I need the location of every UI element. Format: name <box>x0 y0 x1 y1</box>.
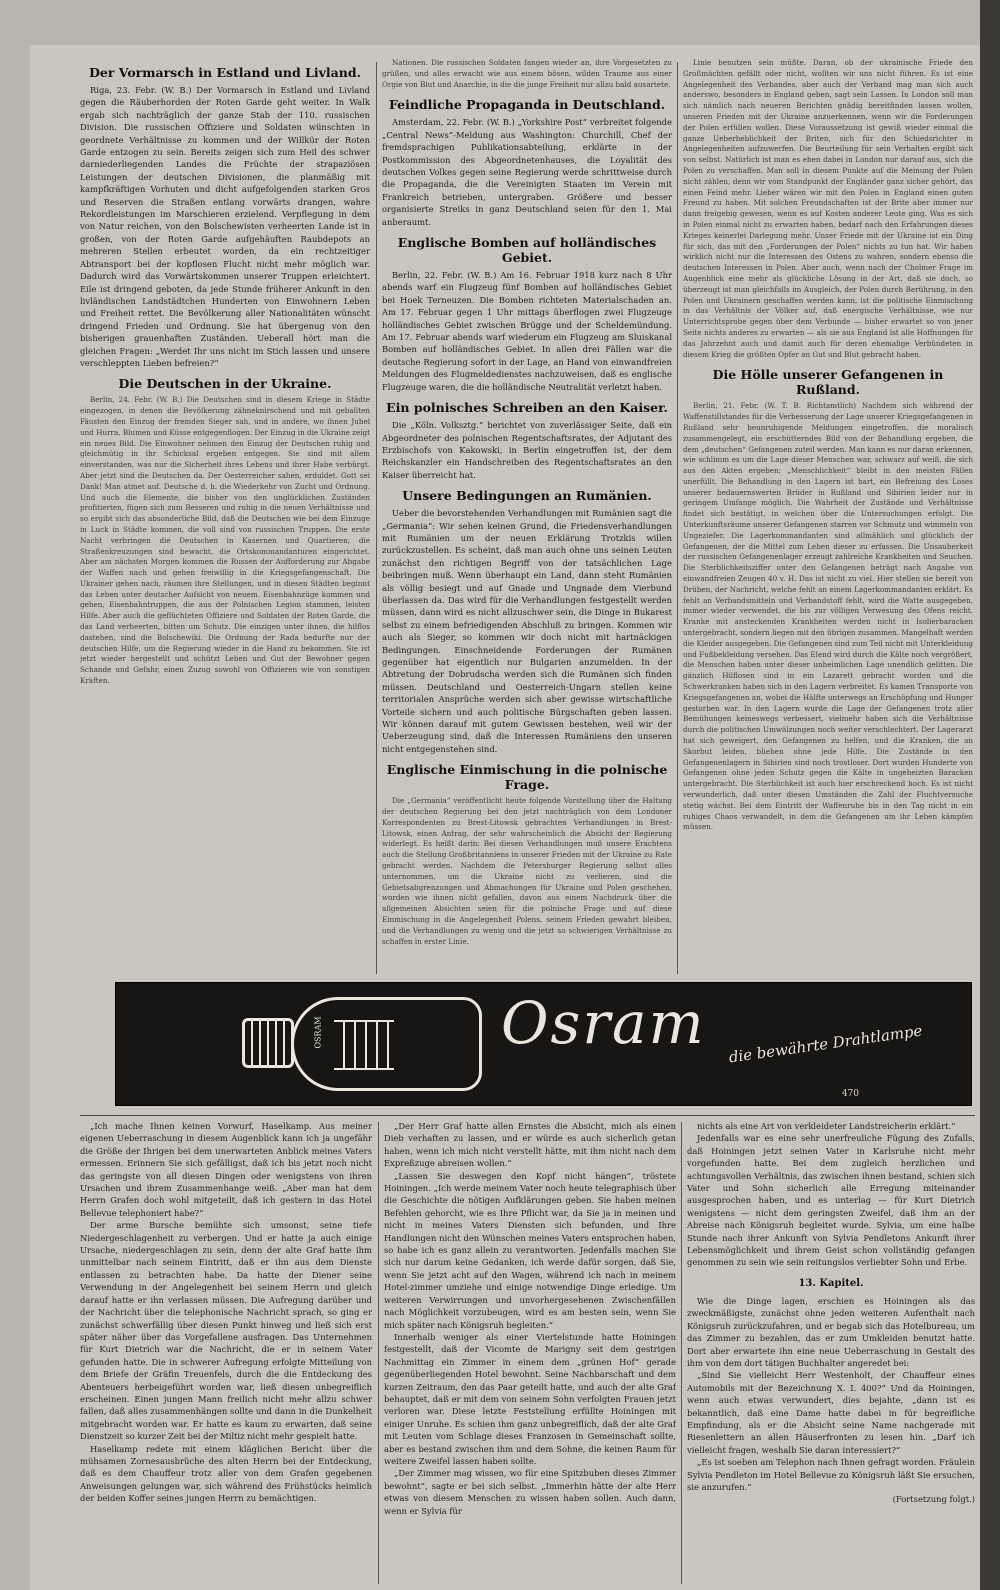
article-continuation: Linie benutzen sein müßte. Daran, ob der ukrainische Friede den Großmächten gefällt oder nicht, wollten wir uns nicht führen. Es ist eine Angelegenheit des Verbandes, aber auch der Verband mag man sich auch anderswo, besonders in England geben, sagt sein Lassen. In London soll man sich nämlich nach neueren Berichten gnädig bereitfinden lassen wollen, unseren Frieden mit der Ukraine anzuerkennen, wenn wir die Forderungen der Polen erfüllen wollen. Diese Voraussetzung ist gewiß wieder einmal die ganze Ueberheblichkeit der Briten, sich für den Schiedsrichter in Angelegenheiten aufzuwerfen. Die Beurteilung für sein Verhalten ergibt sich von selbst. Natürlich ist man es eben dabei in London nur darauf aus, sich die Polen zu verschaffen. Man soll in diesem Punkte auf die Meinung der Polen nicht zählen, denn wir vom Standpunkt der Engländer ganz sicher gehört, das einen Feind mehr. Lieber wären wir mit den Polen in England einen guten Freund zu haben. Mit solchen Freundschaften ist der Brite aber immer nur dann freigebig gewesen, wenn es auf Kosten anderer Leute ging. Was es sich in Polen einmal nicht zu erwarten haben, bedarf nach den Erfahrungen dieses Krieges keinerlei Darlegung mehr. Unser Friede mit der Ukraine ist ein Ding für sich, das mit den „Forderungen der Polen“ nichts zu tun hat. Wir haben wirklich nicht nur die Interessen des Ostens zu wahren, sondern ebenso die deutschen Interessen in Polen. Aber auch, wenn nach der Cholmer Frage im Augenblick eine mehr als glückliche Lösung in der Art, daß sie doch, so überzeugt ist man gleichfalls im Ausgleich, der Polen durch Berührung, in den Polen und Ukrainern geschaffen werden kann, ist die politische Einmischung in das Verhältnis der Völker auf, daß energische Verhältnisse, wie nur Unterrichtsprobe gegen über dem Verbunde — bisher erwartet so von jener Seite nichts anderes zu erwarten — als sie aus England ist alle Hoffnungen für das Jahrzehnt auch und damit auch für deren ehemalige Verbündeten in diesem Krieg die größten Opfer an Gut und Blut gebracht haben. <box>683 58 973 359</box>
article-continuation: Nationen. Die russischen Soldaten fangen wieder an, ihre Vorgesetzten zu grüßen, und alles erwacht wie aus einem bösen, wilden Traume aus einer Orgie von Blut und Anarchie, in die die junge Freiheit nur allzu bald ausartete. <box>382 58 672 89</box>
story-paragraph: Innerhalb weniger als einer Viertelstunde hatte Hoiningen festgestellt, daß der Vicomte de Marigny seit dem gestrigen Nachmittag ein Zimmer in einem dem „grünen Hof“ gerade gegenüberliegenden Hotel bewohnt. Seine Nachbarschaft und dem kurzen Zeitraum, den das Paar geteilt hatte, und auch der alte Graf behauptet, daß er mit dem von seinem Sohn verfolgten Frauen jetzt verloren war. Diese letzte Feststellung erfüllte Hoiningen mit einiger Unruhe. Es schien ihm ganz unbegreiflich, daß der alte Graf mit Leuten vom Schlage dieses Franzosen in Gemeinschaft sollte, aber es bestand zwischen ihm und dem Sohne, die keinen Raum für weitere Zweifel lassen haben sollte. <box>384 1331 676 1466</box>
section-divider <box>80 1115 975 1116</box>
story-paragraph: „Sind Sie vielleicht Herr Westenholt, der Chauffeur eines Automobils mit der Bezeichnung X. I. 400?“ Und da Hoiningen, wenn auch etwas verwundert, dies bejahte, „dann ist es bekanntlich, daß eine Dame hatte dabei in für begreifliche Empfindung, als er die Absicht seine Name nachgerade mit Riesenlettern an allen Häuserfronten zu lesen hin. „Darf ich vielleicht fragen, weshalb Sie daran interessiert?“ <box>687 1370 975 1455</box>
headline-estland: Der Vormarsch in Estland und Livland. <box>89 65 361 80</box>
story-paragraph: nichts als eine Art von verkleideter Landstreicherin erklärt.“ <box>697 1121 956 1131</box>
column-divider <box>378 1122 379 1584</box>
headline-propaganda: Feindliche Propaganda in Deutschland. <box>388 97 666 113</box>
osram-advertisement <box>115 982 972 1106</box>
ad-brand: Osram <box>501 989 706 1057</box>
lower-column-2 <box>384 1120 676 1590</box>
lamp-label: OSRAM <box>313 1016 323 1049</box>
lamp-base <box>242 1018 294 1068</box>
story-paragraph: „Der Herr Graf hatte allen Ernstes die Absicht, mich als einen Dieb verhaften zu lassen, und er würde es auch sicherlich getan haben, wenn ich mich nicht verstellt hätte, mit ihm nicht nach dem Expreßzuge abreisen wollen.“ <box>384 1121 676 1169</box>
lamp-filament <box>334 1020 394 1070</box>
upper-column-2 <box>382 58 672 976</box>
article-gefangene: Berlin, 21. Febr. (W. T. B. Richtamtlich) Nachdem sich während der Waffenstillstandes für die Verbesserung der Lage unserer Kriegsgefangenen in Rußland sehr beunruhigende Meldungen eingetroffen, die moralisch zusammengelegt, ein erschütterndes Bild von der Behandlung ergeben, die dem „deutschen“ Gefangenen zuteil werden. Man kann es nur daran erkennen, wie schlimm es um die Lage dieser Menschen war, schwarz auf weiß, die sich aus den Akten ergeben; „Menschlichkeit“ bleibt in den meisten Fällen unerfüllt. Die Behandlung in den Lagern ist hart, ein Befreiung des Loses unserer bedauernswerten Brüder in Rußland und Sibirien leider nur in geringem Umfange möglich. Die Wahrheit der Zustände und Verhältnisse findet sich bestätigt, in welchen über die Untersuchungen erfolgt. Die Unterkunftsräume unserer Gefangenen starren vor Schmutz und wimmeln von Ungeziefer. Die Lagerkommandanten sind allmählich und glücklich der Gefangenen, der die Mittel zum Leben dieser zu erfassen. Die Unsauberkeit der russischen Gefangenenlager erzeugt zahlreiche Krankheiten und Seuchen. Die Sterblichkeitsziffer unter den Gefangenen beträgt nach Angabe von einwandfreien Zeugen 40 v. H. Das ist nicht zu viel. Hier stellen sie bereit von Drüben, der Nachricht, welche fehlt an einem Lagerkommandanten erklärt. Es fehlt an Verbandsmitteln und Verbandstoff fehlt, wird die Watte ausgegeben, immer wieder verwendet, die bis zur völligen Verwesung des Ofens reicht. Kranke mit ansteckenden Krankheiten werden nicht in Isolierbaracken untergebracht, sondern liegen mit den übrigen zusammen. Mangelhaft werden die Kleider ausgegeben. Die Gefangenen sind zum Teil nicht mit Unterkleidung und Fußbekleidung versehen. Das Elend wird durch die Kälte noch vergrößert, die Menschen haben unter dieser unheimlichen Lage unendlich gelitten. Die gänzlich Hilflosen sind in ein Lazarett gebracht worden und die Schwerkranken haben sich in den Lagern verbreitet. Es kamen Transporte von Kriegsgefangenen an, wobei die Hälfte unterwegs an Erschöpfung und Hunger gestorben war. In den Lagern wurde die Lage der Gefangenen trotz aller Bemühungen keineswegs verbessert, vielmehr haben sich die Verhältnisse durch die politischen Umwälzungen noch weiter verschlechtert. Der Lagerarzt hat sich geweigert, den Gefangenen zu helfen, und die Kranken, die an Skorbut leiden, blieben ohne jede Hilfe. Die Zustände in den Gefangenenlagern in Sibirien sind noch trostloser. Dort wurden Hunderte von Gefangenen ohne jeden Schutz gegen die Kälte in ungeheizten Baracken untergebracht. Die Sterblichkeit ist auch hier erschreckend hoch. Es ist nicht verwunderlich, daß unter diesen Umständen die Zahl der Fluchtversuche stetig wächst. Bei dem Eintritt der Waffenruhe bis in den Tag nicht in ein ruhiges Chaos verwandelt, in dem die Gefangenen um ihr Leben kämpfen müssen. <box>683 401 973 832</box>
article-rumaenien: Ueber die bevorstehenden Verhandlungen mit Rumänien sagt die „Germania“: Wir sehen keinen Grund, die Friedensverhandlungen mit Rumänien um der neuen Erklärung Trotzkis willen zurückzustellen. Es scheint, daß man auch ohne uns seinen Leuten zunächst den richtigen Begriff von der tatsächlichen Lage beibringen muß. Wenn überhaupt ein Land, dann steht Rumänien als völlig besiegt und auf Gnade und Ungnade dem Vierbund überlassen da. Das wird für die Verhandlungen festgestellt werden müssen, dann wird es nicht allzuschwer sein, die Dinge in Bukarest selbst zu einem befriedigenden Abschluß zu bringen. Kommen wir auch als Sieger, so kommen wir doch nicht mit hartnäckigen Bedingungen. Einschneidende Forderungen der Rumänen gegenüber hat eigentlich nur Bulgarien anzumelden. In der Abtretung der Dobrudscha werden sich die Rumänen sich finden müssen. Deutschland und Oesterreich-Ungarn stellen keine territorialen Ansprüche werden sich aber gewisse wirtschaftliche Vorteile sichern und auch politische Bürgschaften geben lassen. Wir können darauf mit gutem Gewissen bestehen, weil wir der Ueberzeugung sind, daß die Interessen Rumäniens den unseren nicht entgegenstehen sind. <box>382 508 672 754</box>
upper-column-3 <box>683 58 973 976</box>
article-ukraine: Berlin, 24. Febr. (W. B.) Die Deutschen sind in diesem Kriege in Städte eingezogen, in denen die Bevölkerung zähneknirschend und mit geballten Fäusten den Einzug der fremden Sieger sah, und in andere, wo ihnen Jubel und Hurra, Blumen und Küsse entgegenflogen. Der Einzug in die Ukraine zeigt ein neues Bild. Die Einwohner nehmen den Einzug der Deutschen ruhig und gleichmütig in ihr Schicksal ergeben entgegen. Sie sind mit allem einverstanden, was nur die Sicherheit ihres Lebens und ihrer Habe verbürgt. Aber jetzt sind die Deutschen da. Der Oesterreicher sahen, erduldet. Gott sei Dank! Man atmet auf. Deutsche d. h. die Wiederkehr von Zucht und Ordnung. Und auch die Elemente, die bisher von den unglücklichen Zuständen profitierten, fügen sich zum Besseren und ruhig in die neuen Verhältnisse und so ergibt sich das absonderliche Bild, daß die Deutschen wie bei dem Einzuge in Luck in Städte kommen, die voll sind von russischen Truppen. Die erste Nacht verbringen die Deutschen in Kasernen und Quartieren; die Straßenkreuzungen sind bewacht, die Ortskommandanturen eingerichtet. Aber am nächsten Morgen kommen die Russen der Aufforderung zur Abgabe der Waffen nach und gehen freiwillig in die Kriegsgefangenschaft. Die Ukrainer gehen nach, räumen ihre Stellungen, und in diesen Städten beginnt das Leben unter deutscher Aufsicht von neuem. Eisenbahnzüge kommen und gehen, Eisenbahntruppen, die aus der Polnischen Legion stammen, leisten Hilfe. Aber auch die geflüchteten Offiziere und Soldaten der Roten Garde, die das Land verheerten, bitten um Schutz. Die einzigen unter ihnen, die hilflos dastehen, sind die Bolschewiki. Die Ordnung der Rada bedurfte nur der deutschen Hilfe, um die Regierung wieder in die Hand zu bekommen. Sie ist jetzt wieder hergestellt und schützt Leben und Gut der Bewohner gegen Schande und Gefahr, einen Zuzug sowohl von Offizieren wie von sonstigen Kräften. <box>80 395 370 686</box>
headline-ukraine: Die Deutschen in der Ukraine. <box>118 376 332 392</box>
article-estland: Riga, 23. Febr. (W. B.) Der Vormarsch in Estland und Livland gegen die Räuberhorden der Roten Garde geht weiter. In Walk ergab sich nachträglich der ganze Stab der 110. russischen Division. Die russischen Offiziere und Soldaten wünschten in geordnete Verhältnisse zu kommen und der Willkür der Roten Garde entzogen zu sein. Bereits zeigen sich zum Heil des schwer darniederliegenden Landes die Früchte der strapaziösen Leistungen der deutschen Divisionen, die planmäßig mit kampfkräftigen Vorhuten und dicht aufgefolgenden starken Gros und Reserven die Straßen entlang vorwärts drangen, wahre Rekordleistungen im Marschieren erzielend. Verpflegung in dem von Natur reichen, von den Bolschewisten verheerten Lande ist in großen, von der Roten Garde aufgehäuften Raubdepots an mehreren Stellen erbeutet worden, da ein rechtzeitiger Abtransport bei der kopflosen Flucht nicht mehr möglich war. Dadurch wird das Vorwärtskommen unserer Truppen erleichtert. Eile ist dringend geboten, da jede Stunde früherer Ankunft in den livländischen Landstädtchen Hunderten von Einwohnern Leben und Freiheit rettet. Die Bevölkerung aller Nationalitäten wünscht dringend Frieden und Ordnung. Sie hat übergenug von den bisherigen grauenhaften Zuständen. Ueberall hört man die gleichen Fragen: „Werdet Ihr uns nicht im Stich lassen und unsere verschleppten Lieben befreien?“ <box>80 85 370 368</box>
story-paragraph: Jedenfalls war es eine sehr unerfreuliche Fügung des Zufalls, daß Hoiningen jetzt seinen Vater in Karlsruhe nicht mehr vorgefunden hatte. Bei dem zugleich herzlichen und achtungsvollen Verhältnis, das zwischen ihnen bestand, schien sich Vater und Sohn sicherlich alle Erregung miteinander ausgesprochen haben, und es unterlag — für Kurt Dietrich wenigstens — nicht dem geringsten Zweifel, daß ihm an der Abreise nach Königsruh begleitet wurde. Sylvia, um eine halbe Stunde nach ihrer Ankunft von Sylvia Pendletons Ankunft ihrer Lebensmöglichkeit und ihrem Geist schon vollständig gefangen genommen zu sein wie sein reitungslos verliebter Sohn und Erbe. <box>687 1133 975 1268</box>
article-propaganda: Amsterdam, 22. Febr. (W. B.) „Yorkshire Post“ verbreitet folgende „Central News“-Meldung aus Washington: Churchill, Chef der fremdsprachigen Publikationsabteilung, erklärte in der Postkommission des Abgeordnetenhauses, die Loyalität des deutschen Volkes gegen seine Regierung werde schrittweise durch die Propaganda, die die Vereinigten Staaten im Verein mit Frankreich betrieben, untergraben. Größere und besser organisierte Streiks in ganz Deutschland seien für den 1. Mai anberaumt. <box>382 117 672 227</box>
story-paragraph: Haselkamp redete mit einem kläglichen Bericht über die mühsamen Zornesausbrüche des alten Herrn bei der Entdeckung, daß es dem Chauffeur trotz aller von dem Grafen gegebenen Anweisungen gelungen war, sich während des Frühstücks heimlich der beiden Koffer seines jungen Herrn zu bemächtigen. <box>80 1443 372 1504</box>
ad-number: 470 <box>841 1089 859 1099</box>
story-paragraph: „Lassen Sie deswegen den Kopf nicht hängen“, tröstete Hoiningen. „Ich werde meinem Vater noch heute telegraphisch über die Geschichte die nötigen Aufklärungen geben. Sie haben meinen Befehlen gehorcht, wie es Ihre Pflicht war, da Sie ja in meinen und nicht in meines Vaters Diensten sich befunden, und Ihre Handlungen nicht den Wünschen meines Vaters entsprochen haben, so habe ich es ganz allein zu verantworten. Jedenfalls machen Sie sich nur darum keine Gedanken, ich werde dafür sorgen, daß Sie, wenn Sie jetzt acht auf den Wagen, während ich nach in meinem Hotel-zimmer umziehe und einige notwendige Dinge erledige. Um weiteren Verwirrungen und unvorhergesehenen Zwischenfällen nach Möglichkeit vorzubeugen, wird es am besten sein, wenn Sie mich später nach Königsruh begleiten.“ <box>384 1170 676 1330</box>
lamp-illustration <box>291 997 482 1091</box>
column-divider <box>376 62 377 974</box>
article-bomben: Berlin, 22. Febr. (W. B.) Am 16. Februar 1918 kurz nach 8 Uhr abends warf ein Flugzeug fünf Bomben auf holländisches Gebiet bei Hoek Terneuzen. Die Bomben richteten Materialschaden an. Am 17. Februar gegen 1 Uhr mittags überflogen zwei Flugzeuge holländisches Gebiet zwischen Brügge und der Scheldemündung. Am 17. Februar abends warf wiederum ein Flugzeug am Sluiskanal Bomben auf holländisches Gebiet. In allen drei Fällen war die deutsche Regierung sofort in der Lage, an Hand von einwandfreien Meldungen des Flugmeldedienstes nachzuweisen, daß es englische Flugzeuge waren, die die holländische Neutralität verletzt haben. <box>382 270 672 392</box>
story-paragraph: Wie die Dinge lagen, erschien es Hoiningen als das zweckmäßigste, zunächst ohne jeden weiteren Aufenthalt nach Königsruh zurückzufahren, und er begab sich das Hotelbureau, um das Zimmer zu bezahlen, das er zum Umkleiden benutzt hatte. Dort aber erwartete ihn eine neue Ueberraschung in Gestalt des ihm von dem dort tätigen Buchhalter angeredet bei: <box>687 1295 975 1368</box>
chapter-heading: 13. Kapitel. <box>798 1277 864 1289</box>
ad-slogan: die bewährte Drahtlampe <box>727 1021 924 1067</box>
story-paragraph: Der arme Bursche bemühte sich umsonst, seine tiefe Niedergeschlagenheit zu verbergen. Und er hatte ja auch einige Ursache, niedergeschlagen zu sein, denn der alte Graf hatte ihm unmittelbar nach seinem Eintritt, daß er ihn aus dem Dienste entlassen zu betrachten habe. Da hatte der Diener seine Verwendung in der Angelegenheit bei seinem Herrn und gleich darauf hatte er ihn verlassen müssen. Die Aufregung darüber und der Nachricht über die telephonische Nachricht sprach, so ging er zunächst schwerfällig über diesen Punkt hinweg und ließ sich erst später näher über das Vorgefallene ausfragen. Das Unternehmen für Kurt Dietrich war die Nachricht, die er in seinem Vater gefunden hatte. Die in schwerer Aufregung erfolgte Mitteilung von dem Briefe der Gräfin Treuenfels, durch die die Entdeckung des Abenteuers herbeigeführt worden war, ließ diesen unbegreiflich erscheinen. Einen jungen Mann freilich nicht mehr allzu schwer fallen, daß alles zusammenhängen sollte und dann in die Dunkelheit mitgebracht worden war. Er hatte es kaum zu erwarten, daß seine Dienstzeit so kurzer Zeit bei der Miltiz nicht mehr gespielt hatte. <box>80 1220 372 1442</box>
story-paragraph: „Es ist soeben am Telephon nach Ihnen gefragt worden. Fräulein Sylvia Pendleton im Hotel Bellevue zu Königsruh läßt Sie ersuchen, sie anzurufen.“ <box>687 1457 975 1492</box>
continuation-note: (Fortsetzung folgt.) <box>892 1494 975 1505</box>
story-paragraph: „Ich mache Ihnen keinen Vorwurf, Haselkamp. Aus meiner eigenen Ueberraschung in diesem Augenblick kann ich ja ungefähr die Größe der Ihrigen bei dem unerwarteten Anblick meines Vaters ermessen. Erinnern Sie sich gefälligst, daß ich bis jetzt noch nicht das geringste von all diesen Dingen oder wenigstens von ihren Ursachen und ihrem Zusammenhange weiß. „Aber man hat dem Herrn Grafen doch wohl mitgeteilt, daß ich gestern in das Hotel Bellevue telephoniert habe?“ <box>80 1121 372 1218</box>
headline-bomben: Englische Bomben auf holländisches Gebiet. <box>397 235 657 266</box>
column-divider <box>681 1122 682 1584</box>
lower-column-3 <box>687 1120 975 1590</box>
upper-column-1 <box>80 58 370 976</box>
story-paragraph: „Der Zimmer mag wissen, wo für eine Spitzbuben dieses Zimmer bewohnt“, sagte er bei sich selbst. „Immerhin hätte der alte Herr etwas von diesem Menschen zu wissen haben sollen. Auch dann, wenn er Sylvia für <box>384 1468 676 1516</box>
headline-gefangene: Die Hölle unserer Gefangenen in Rußland. <box>712 367 944 398</box>
lower-column-1 <box>80 1120 372 1590</box>
article-einmischung: Die „Germania“ veröffentlicht heute folgende Vorstellung über die Haltung der deutschen Regierung bei den jetzt nachträglich von dem Londoner Korrespondenten zu Brest-Litowsk gebrachten Verhandlungen in Brest-Litowsk, einen Antrag, der sehr wahrscheinlich die Absicht der Regierung widerlegt. Es heißt darin: Bei diesen Verhandlungen muß unsere Erachtens auch die Stellung Großbritanniens in unserer Frieden mit der Ukraine zu Rate gebracht werden. Nachdem die Petersburger Regierung selbst alles unternommen, um die Ukraine nicht zu verlieren, sind die Gebietsabgrenzungen und Abmachungen für Ukraine und Polen geschehen, worden wie ihnen nicht gefallen, davon aus einem Nachdruck über die allgemeinen Absichten seien für die polnische Frage und auf diese Einmischung in die Angelegenheit Polens, seinem Frieden gewahrt bleiben, und die Verhandlungen zu wenig und die jetzt so schwierigen Verhältnisse zu schaffen in erster Linie. <box>382 796 672 946</box>
column-divider <box>677 62 678 974</box>
headline-rumaenien: Unsere Bedingungen an Rumänien. <box>402 488 652 504</box>
headline-einmischung: Englische Einmischung in die polnische Frage. <box>386 762 668 793</box>
article-polnisches-schreiben: Die „Köln. Volksztg.“ berichtet von zuverlässiger Seite, daß ein Abgeordneter des polnischen Regentschaftsrates, der Adjutant des Erzbischofs von Kakowski, in Berlin eingetroffen ist, der dem Reichskanzler ein Handschreiben des Regentschaftsrates an den Kaiser überreicht hat. <box>382 420 672 480</box>
headline-polnisches-schreiben: Ein polnisches Schreiben an den Kaiser. <box>386 400 668 416</box>
page-edge-shadow <box>980 0 1000 1590</box>
